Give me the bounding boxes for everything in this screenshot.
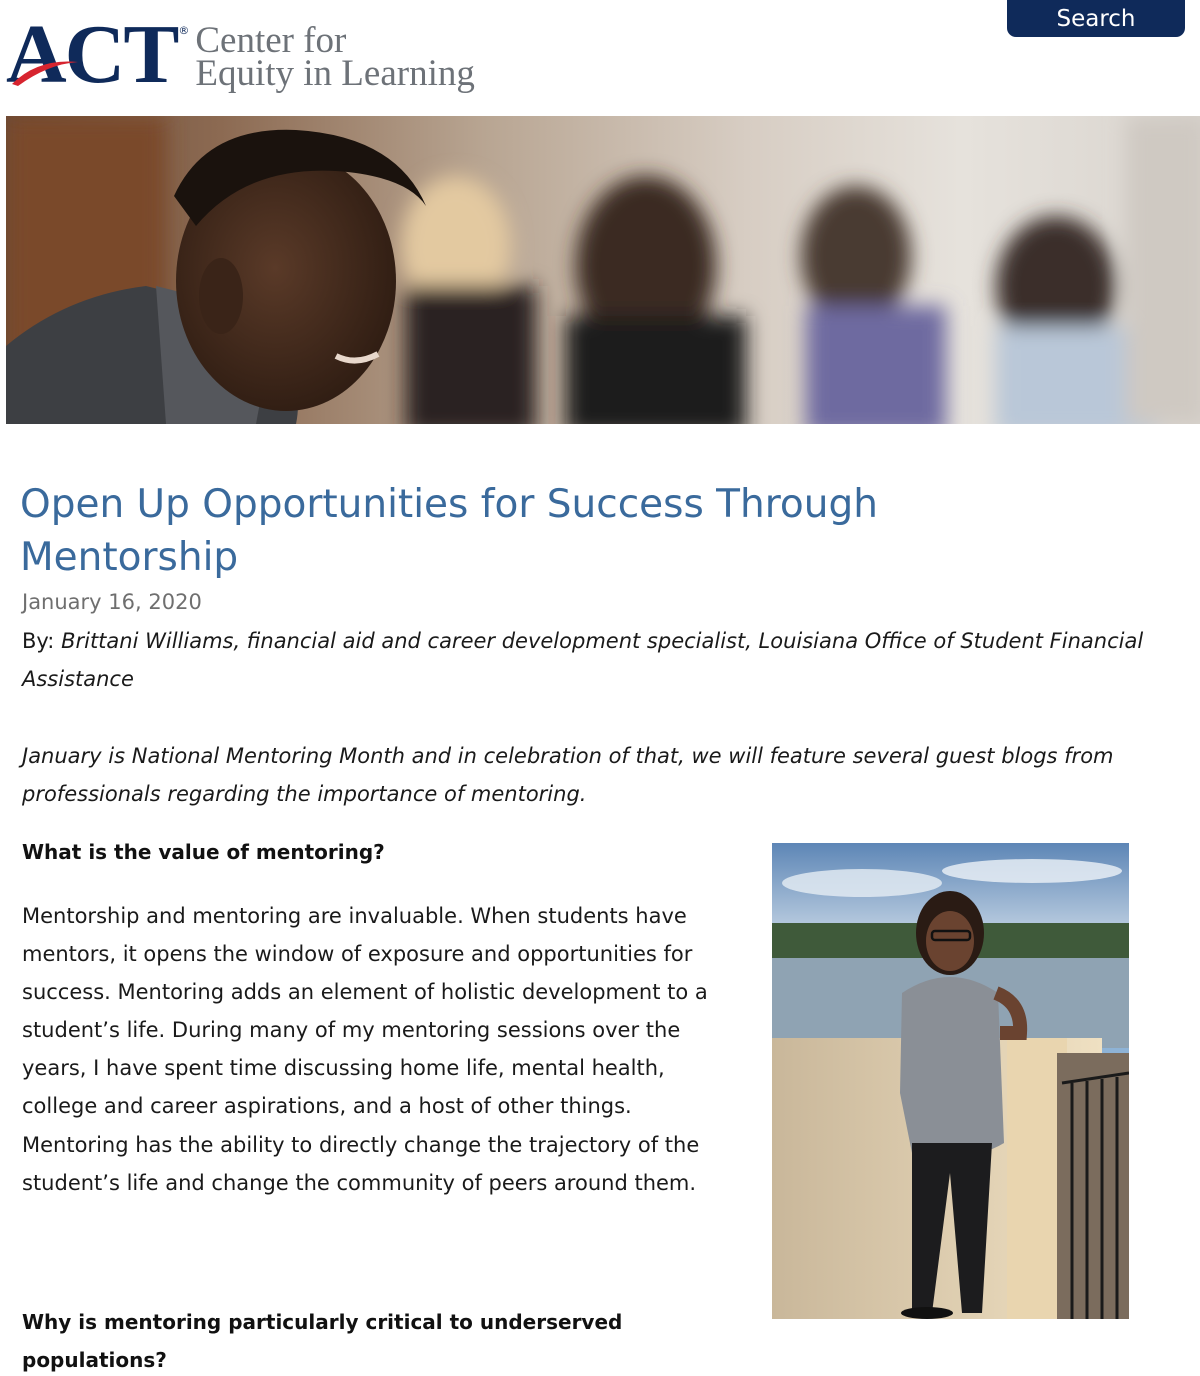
byline-prefix: By:: [22, 629, 62, 653]
site-header: [0, 0, 1200, 116]
author-photo-icon: [772, 843, 1129, 1319]
logo-tagline: [195, 20, 475, 94]
article-title: Open Up Opportunities for Success Through Mentorship: [20, 482, 878, 580]
act-logo[interactable]: [6, 8, 475, 101]
logo-swoosh-icon: [8, 48, 128, 88]
paragraph-value-of-mentoring: Mentorship and mentoring are invaluable. When students have mentors, it opens the window of exposure and opportunities for success. Mentoring adds an element of holistic development to a student’s life. During many of my mentoring sessions over the years, I have spent time discussing home life, mental health, college and career aspirations, and a host of other things. Mentoring has the ability to directly change the trajectory of the student’s life and change the community of peers around them.: [22, 904, 708, 1195]
heading-value-of-mentoring: What is the value of mentoring?: [22, 840, 385, 864]
article-date: January 16, 2020: [22, 590, 202, 614]
logo-tagline-line2: Equity in Learning: [195, 53, 475, 94]
registered-mark: ®: [178, 24, 190, 37]
hero-photo-icon: [6, 116, 1200, 424]
hero-photo: [6, 116, 1200, 424]
logo-wordmark: ACT: [6, 8, 178, 101]
author-photo: [772, 843, 1129, 1319]
logo-tagline-line1: Center for: [195, 20, 347, 61]
heading-why-critical: Why is mentoring particularly critical to underserved populations?: [22, 1310, 623, 1372]
article-intro: January is National Mentoring Month and in celebration of that, we will feature several guest blogs from professionals regarding the importance of mentoring.: [22, 744, 1114, 806]
search-button[interactable]: Search: [1007, 0, 1185, 37]
article-byline: [22, 622, 1162, 698]
byline-author: Brittani Williams, financial aid and career development specialist, Louisiana Office of Student Financial Assistance: [22, 629, 1144, 691]
